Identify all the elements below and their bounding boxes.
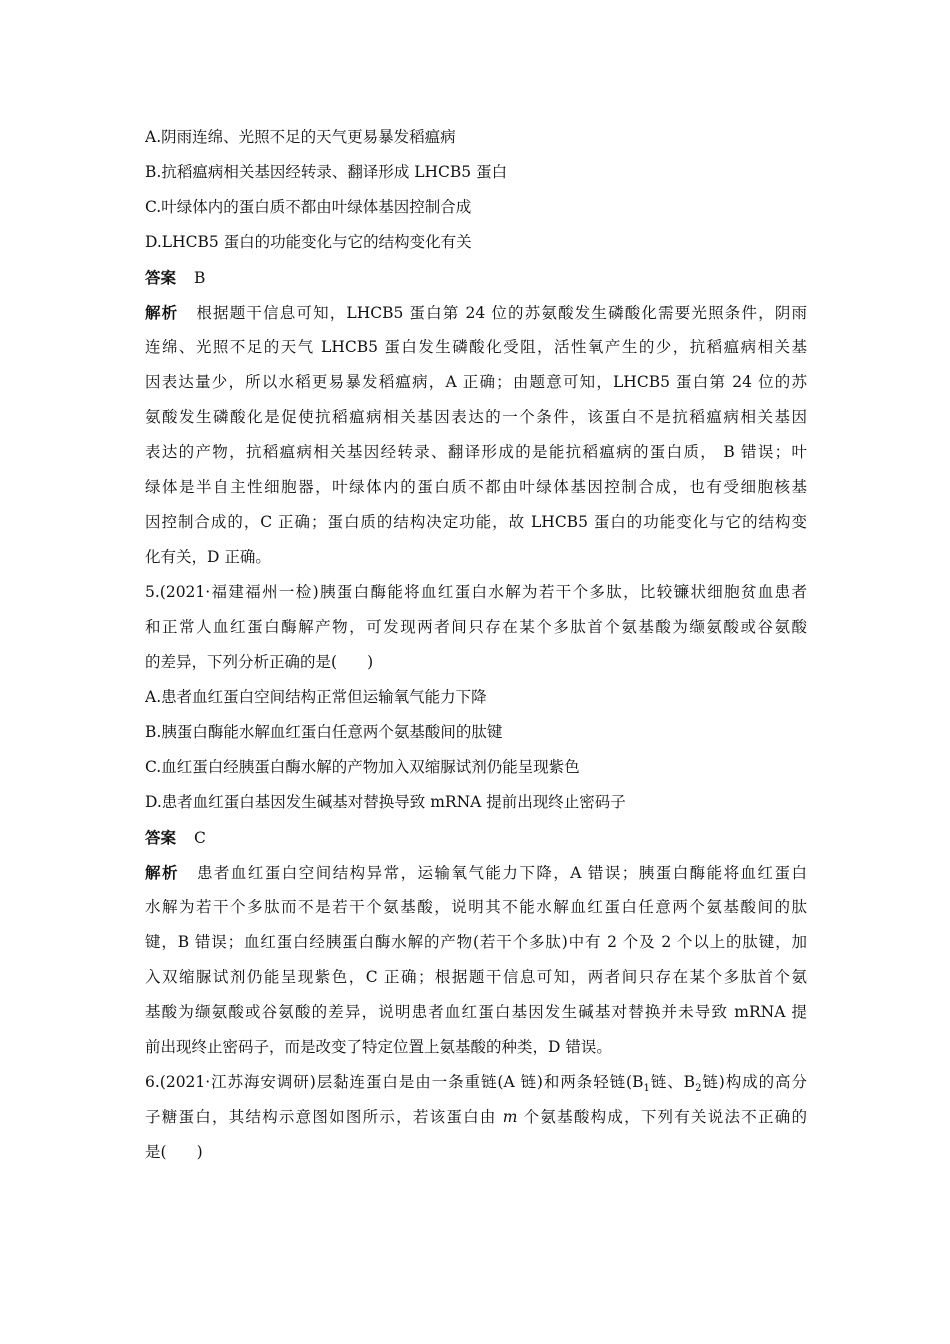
q4-option-a: A.阴雨连绵、光照不足的天气更易暴发稻瘟病 bbox=[145, 128, 456, 146]
q5-option-b: B.胰蛋白酶能水解血红蛋白任意两个氨基酸间的肽键 bbox=[145, 723, 503, 741]
q5-answer bbox=[145, 820, 807, 855]
q4-option-d: D.LHCB5 蛋白的功能变化与它的结构变化有关 bbox=[145, 233, 472, 251]
q4-analysis-label: 解析 bbox=[145, 303, 179, 322]
q6-text: 个氨基酸构成，下列有关说法不正确的 bbox=[517, 1108, 807, 1126]
q4-analysis-line: 氨酸发生磷酸化是促使抗稻瘟病相关基因表达的一个条件，该蛋白不是抗稻瘟病相关基因 bbox=[145, 408, 807, 426]
q5-stem-text: 的差异，下列分析正确的是( bbox=[145, 653, 338, 671]
q4-analysis-line: 因表达量少，所以水稻更易暴发稻瘟病，A 正确；由题意可知，LHCB5 蛋白第 24 位的苏 bbox=[145, 373, 807, 391]
q5-option-d: D.患者血红蛋白基因发生碱基对替换导致 mRNA 提前出现终止密码子 bbox=[145, 793, 626, 811]
q4-option-c: C.叶绿体内的蛋白质不都由叶绿体基因控制合成 bbox=[145, 198, 472, 216]
q6-text: 子糖蛋白，其结构示意图如图所示，若该蛋白由 bbox=[145, 1108, 503, 1126]
q6-subscript: 2 bbox=[695, 1083, 702, 1095]
q5-stem-close: ) bbox=[367, 653, 374, 671]
q5-analysis-line: 入双缩脲试剂仍能呈现紫色，C 正确；根据题干信息可知，两者间只存在某个多肽首个氨 bbox=[145, 968, 807, 986]
q6-text: 链、B bbox=[649, 1073, 696, 1091]
document-page bbox=[145, 120, 807, 1170]
q5-analysis-line bbox=[145, 855, 807, 890]
q4-answer bbox=[145, 260, 807, 295]
q5-answer-value: C bbox=[194, 829, 206, 847]
q4-analysis-line bbox=[145, 295, 807, 330]
q5-stem-line: 和正常人血红蛋白酶解产物，可发现两者间只存在某个多肽首个氨基酸为缬氨酸或谷氨酸 bbox=[145, 618, 807, 636]
q4-analysis-line: 化有关，D 正确。 bbox=[145, 548, 271, 566]
q6-text: 是( bbox=[145, 1143, 167, 1161]
q4-analysis-line: 表达的产物，抗稻瘟病相关基因经转录、翻译形成的是能抗稻瘟病的蛋白质， B 错误；叶 bbox=[145, 443, 807, 461]
q5-analysis-line: 水解为若干个多肽而不是若干个氨基酸，说明其不能水解血红蛋白任意两个氨基酸间的肽 bbox=[145, 898, 807, 916]
q6-stem-line bbox=[145, 1100, 807, 1135]
q6-subscript: 1 bbox=[643, 1083, 650, 1095]
q6-stem-line bbox=[145, 1135, 807, 1170]
q4-analysis-line: 绿体是半自主性细胞器，叶绿体内的蛋白质不都由叶绿体基因控制合成，也有受细胞核基 bbox=[145, 478, 807, 496]
q5-option-a: A.患者血红蛋白空间结构正常但运输氧气能力下降 bbox=[145, 688, 487, 706]
q4-analysis-line: 连绵、光照不足的天气 LHCB5 蛋白发生磷酸化受阻，活性氧产生的少，抗稻瘟病相关基 bbox=[145, 338, 807, 356]
q4-option-b: B.抗稻瘟病相关基因经转录、翻译形成 LHCB5 蛋白 bbox=[145, 163, 508, 181]
q6-variable: m bbox=[502, 1108, 518, 1126]
q5-analysis-text: 患者血红蛋白空间结构异常，运输氧气能力下降，A 错误；胰蛋白酶能将血红蛋白 bbox=[196, 864, 807, 882]
q5-analysis-label: 解析 bbox=[145, 863, 179, 882]
q5-stem-line: 5.(2021·福建福州一检)胰蛋白酶能将血红蛋白水解为若干个多肽，比较镰状细胞贫血患者 bbox=[145, 583, 807, 601]
q4-options bbox=[145, 120, 807, 260]
q6-stem bbox=[145, 1065, 807, 1170]
q5-analysis bbox=[145, 855, 807, 1065]
q5-analysis-line: 键，B 错误；血红蛋白经胰蛋白酶水解的产物(若干个多肽)中有 2 个及 2 个以上的肽键，加 bbox=[145, 933, 807, 951]
q5-option-c: C.血红蛋白经胰蛋白酶水解的产物加入双缩脲试剂仍能呈现紫色 bbox=[145, 758, 580, 776]
q6-text: 6.(2021·江苏海安调研)层黏连蛋白是由一条重链(A 链)和两条轻链(B bbox=[145, 1073, 644, 1091]
q4-answer-value: B bbox=[194, 269, 206, 287]
q4-answer-label: 答案 bbox=[145, 268, 177, 287]
q5-options bbox=[145, 680, 807, 820]
q6-stem-close: ) bbox=[196, 1143, 203, 1161]
q6-stem-line bbox=[145, 1065, 807, 1100]
q6-text: 链)构成的高分 bbox=[701, 1073, 807, 1091]
q5-stem-line bbox=[145, 645, 807, 680]
q4-analysis-line: 因控制合成的，C 正确；蛋白质的结构决定功能，故 LHCB5 蛋白的功能变化与它的结构变 bbox=[145, 513, 807, 531]
q4-analysis bbox=[145, 295, 807, 575]
q5-analysis-line: 前出现终止密码子，而是改变了特定位置上氨基酸的种类，D 错误。 bbox=[145, 1038, 612, 1056]
q4-analysis-text: 根据题干信息可知，LHCB5 蛋白第 24 位的苏氨酸发生磷酸化需要光照条件，阴雨 bbox=[196, 304, 807, 322]
q5-analysis-line: 基酸为缬氨酸或谷氨酸的差异，说明患者血红蛋白基因发生碱基对替换并未导致 mRNA 提 bbox=[145, 1003, 807, 1021]
q5-stem bbox=[145, 575, 807, 680]
q5-answer-label: 答案 bbox=[145, 828, 177, 847]
